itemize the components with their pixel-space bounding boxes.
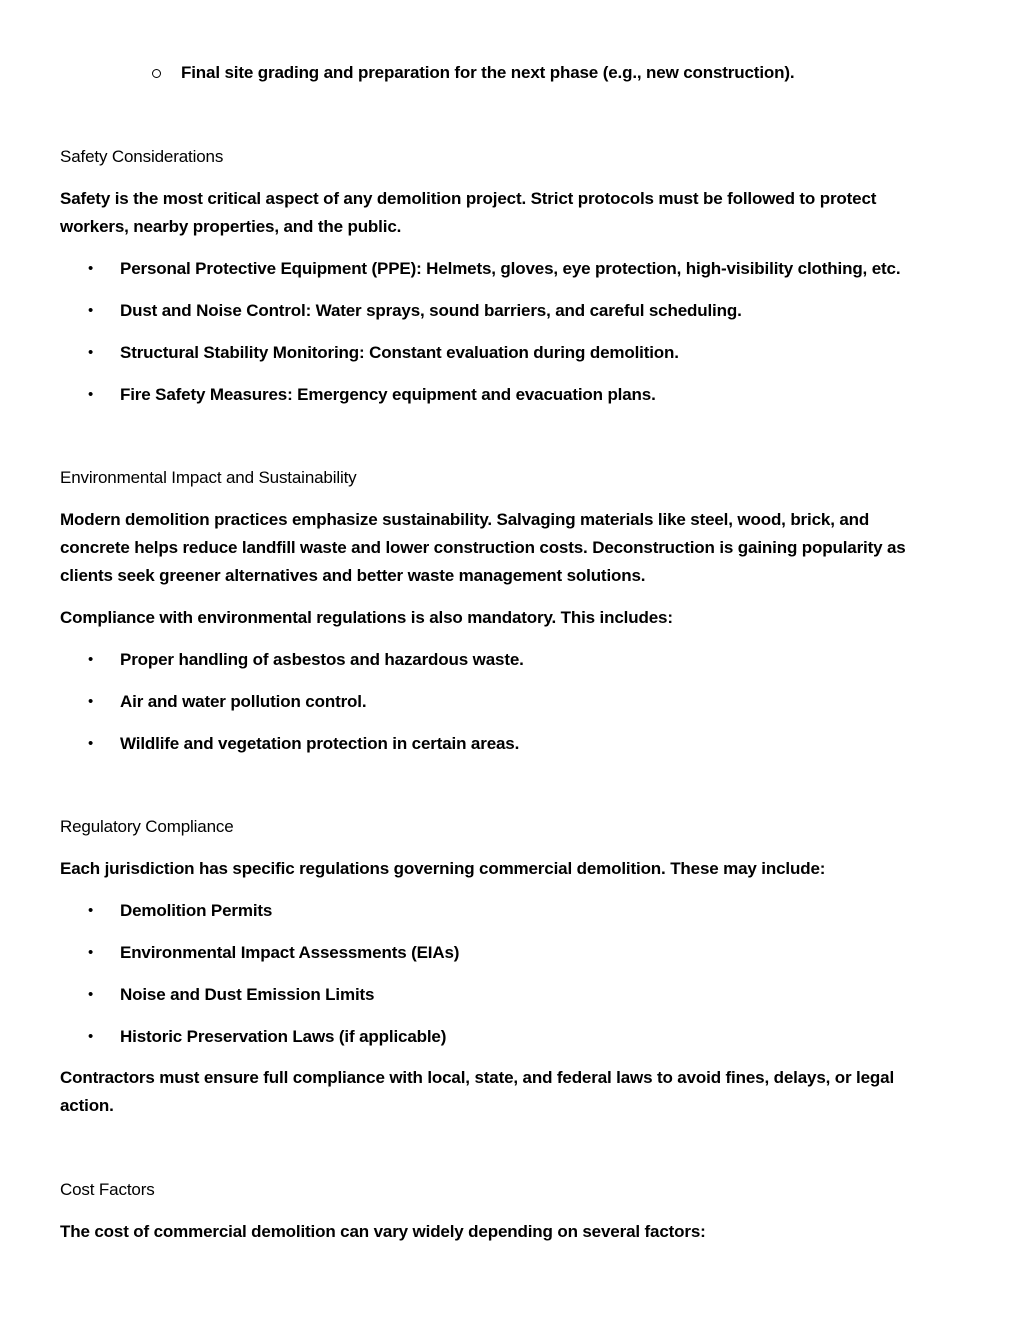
paragraph-line: Safety is the most critical aspect of any demolition project. Strict protocols must be followed to protect (60, 189, 877, 208)
bullet-dot-icon: • (88, 260, 94, 277)
bullet-dot-icon: • (88, 986, 94, 1003)
bullet-dot-icon: • (88, 735, 94, 752)
sub-list-item: Final site grading and preparation for the next phase (e.g., new construction). (181, 63, 795, 82)
paragraph-line: clients seek greener alternatives and better waste management solutions. (60, 566, 646, 585)
bullet-dot-icon: • (88, 944, 94, 961)
list-item: Demolition Permits (120, 901, 273, 920)
paragraph-line: Each jurisdiction has specific regulations governing commercial demolition. These may include: (60, 859, 826, 878)
paragraph-line: workers, nearby properties, and the public. (60, 217, 402, 236)
bullet-dot-icon: • (88, 302, 94, 319)
bullet-dot-icon: • (88, 344, 94, 361)
bullet-dot-icon: • (88, 693, 94, 710)
list-item: Dust and Noise Control: Water sprays, sound barriers, and careful scheduling. (120, 301, 742, 320)
paragraph-line: Contractors must ensure full compliance with local, state, and federal laws to avoid fines, delays, or legal (60, 1068, 895, 1087)
list-item: Wildlife and vegetation protection in certain areas. (120, 734, 520, 753)
paragraph-line: action. (60, 1096, 114, 1115)
paragraph-line: Compliance with environmental regulations is also mandatory. This includes: (60, 608, 673, 627)
list-item: Historic Preservation Laws (if applicable) (120, 1027, 447, 1046)
section-heading-regulatory: Regulatory Compliance (60, 817, 234, 836)
paragraph-line: The cost of commercial demolition can vary widely depending on several factors: (60, 1222, 706, 1241)
list-item: Air and water pollution control. (120, 692, 367, 711)
list-item: Proper handling of asbestos and hazardous waste. (120, 650, 524, 669)
section-heading-safety: Safety Considerations (60, 147, 224, 166)
section-heading-environment: Environmental Impact and Sustainability (60, 468, 357, 487)
list-item: Noise and Dust Emission Limits (120, 985, 375, 1004)
hollow-circle-bullet-icon (152, 69, 161, 78)
section-heading-cost: Cost Factors (60, 1180, 155, 1199)
list-item: Structural Stability Monitoring: Constant evaluation during demolition. (120, 343, 679, 362)
list-item: Fire Safety Measures: Emergency equipment and evacuation plans. (120, 385, 656, 404)
bullet-dot-icon: • (88, 902, 94, 919)
bullet-dot-icon: • (88, 651, 94, 668)
paragraph-line: Modern demolition practices emphasize sustainability. Salvaging materials like steel, wood, brick, and (60, 510, 870, 529)
list-item: Environmental Impact Assessments (EIAs) (120, 943, 460, 962)
bullet-dot-icon: • (88, 1028, 94, 1045)
bullet-dot-icon: • (88, 386, 94, 403)
paragraph-line: concrete helps reduce landfill waste and lower construction costs. Deconstruction is gaining popularity as (60, 538, 906, 557)
list-item: Personal Protective Equipment (PPE): Helmets, gloves, eye protection, high-visibility clothing, etc. (120, 259, 901, 278)
